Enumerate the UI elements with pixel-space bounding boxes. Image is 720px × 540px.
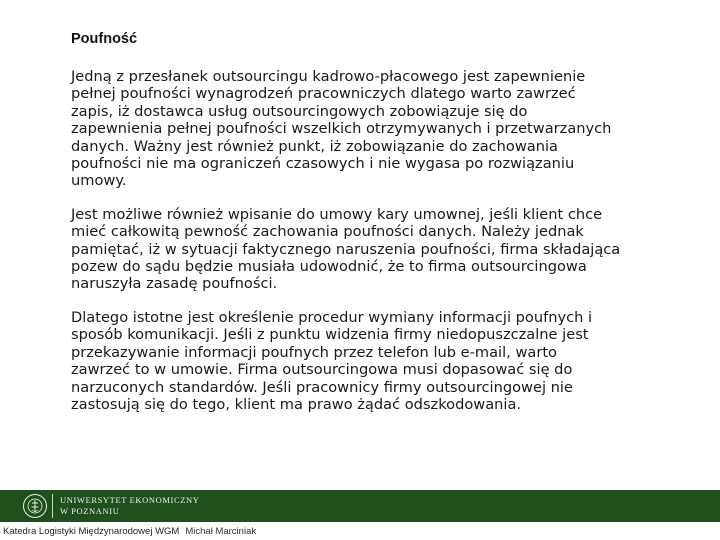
- paragraph-line: Jest możliwe również wpisanie do umowy kary umownej, jeśli klient chce: [71, 205, 603, 223]
- paragraph-line: przekazywanie informacji poufnych przez telefon lub e-mail, warto: [71, 343, 557, 361]
- paragraph-line: danych. Ważny jest również punkt, iż zobowiązanie do zachowania: [71, 137, 558, 155]
- university-name-line-2: W POZNANIU: [60, 506, 120, 516]
- paragraph-line: poufności nie ma ograniczeń czasowych i nie wygasa po rozwiązaniu: [71, 155, 575, 173]
- paragraph-line: zawrzeć to w umowie. Firma outsourcingowa musi dopasować się do: [71, 361, 573, 379]
- university-name: [60, 495, 199, 517]
- paragraph-line: Dlatego istotne jest określenie procedur wymiany informacji poufnych i: [71, 308, 593, 326]
- paragraph-line: pozew do sądu będzie musiała udowodnić, że to firma outsourcingowa: [71, 258, 587, 276]
- paragraph-line: naruszyła zasadę poufności.: [71, 275, 278, 293]
- paragraph-2: [71, 206, 683, 293]
- paragraph-line: pełnej poufności wynagrodzeń pracowniczych dlatego warto zawrzeć: [71, 85, 576, 103]
- paragraph-line: zastosują się do tego, klient ma prawo żądać odszkodowania.: [71, 395, 522, 413]
- university-emblem-icon: [23, 494, 47, 518]
- paragraph-line: sposób komunikacji. Jeśli z punktu widzenia firmy niedopuszczalne jest: [71, 326, 589, 344]
- paragraph-line: umowy.: [71, 172, 127, 190]
- logo-divider: [52, 494, 53, 518]
- paragraph-line: zapis, iż dostawca usług outsourcingowych zobowiązuje się do: [71, 102, 528, 120]
- author-name: Michał Marciniak: [185, 526, 257, 537]
- slide-body: [71, 68, 683, 429]
- footer-caption: [3, 526, 256, 537]
- paragraph-line: zapewnienia pełnej poufności wszelkich otrzymywanych i przetwarzanych: [71, 120, 612, 138]
- paragraph-line: mieć całkowitą pewność zachowania poufności danych. Należy jednak: [71, 223, 584, 241]
- paragraph-line: narzuconych standardów. Jeśli pracownicy firmy outsourcingowej nie: [71, 378, 573, 396]
- paragraph-line: Jedną z przesłanek outsourcingu kadrowo-płacowego jest zapewnienie: [71, 68, 586, 85]
- paragraph-3: [71, 309, 683, 413]
- paragraph-line: pamiętać, iż w sytuacji faktycznego naruszenia poufności, firma składająca: [71, 240, 621, 258]
- paragraph-1: [71, 68, 683, 190]
- slide-title: Poufność: [71, 31, 138, 47]
- university-name-line-1: UNIWERSYTET EKONOMICZNY: [60, 495, 200, 505]
- department-name: Katedra Logistyki Międzynarodowej WGM: [3, 526, 180, 537]
